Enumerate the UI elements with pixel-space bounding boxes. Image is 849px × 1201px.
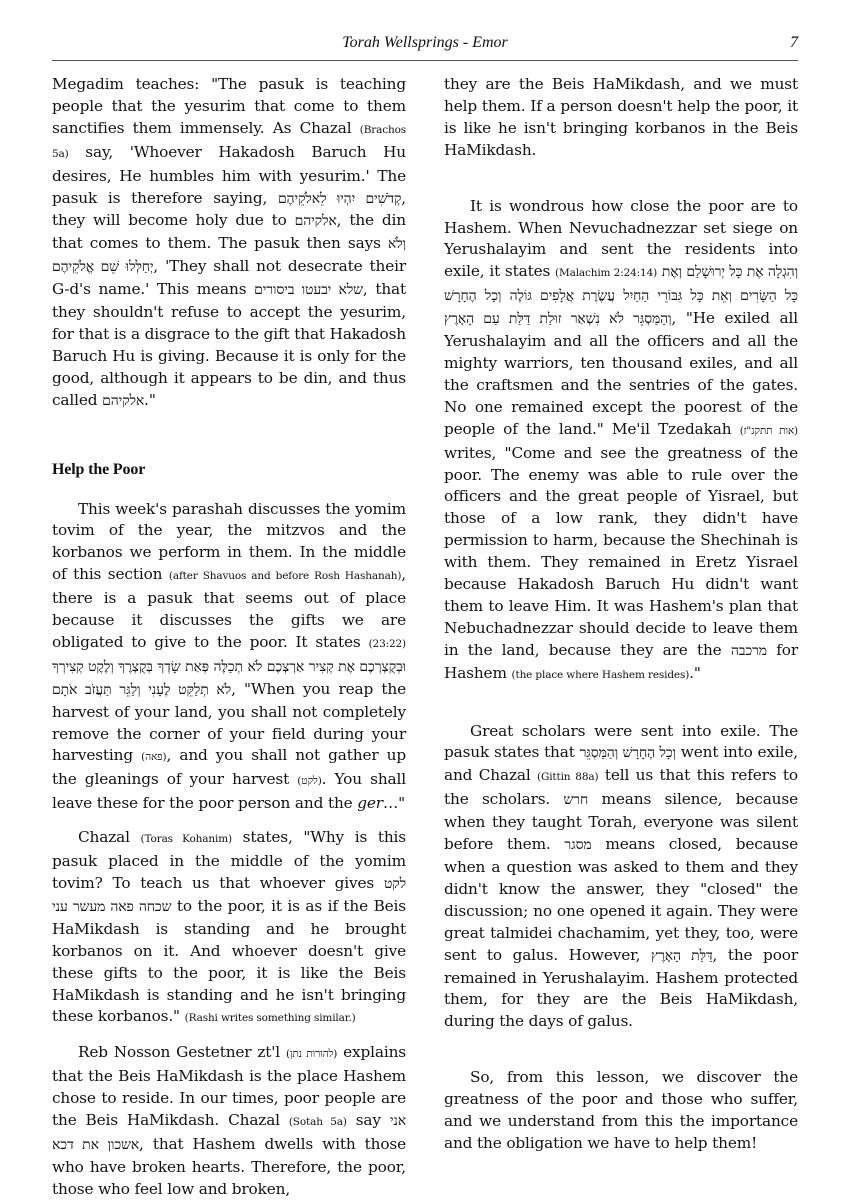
source-citation: (להורות נתן) [285,1048,338,1061]
hebrew-quote: שלא יבעטו ביסורים [254,282,363,299]
source-citation: (אות תתקנ"ז) [739,424,798,437]
source-citation: (לקט) [297,775,322,788]
source-citation: (Malachim 2:24:14) [555,267,658,280]
text: , "He exiled all Yerushalayim and all the officers and all the mighty warriors, ten thousand exiles, and all the craftsmen and the sentries of the gates. No one remained except the poorest of the people of the land." Me'il Tzedakah [444,309,798,438]
hebrew-quote: חרש [563,792,589,809]
source-citation: (23:22) [368,637,406,650]
italic-term: ger [357,794,383,813]
source-citation: (Rashi writes something similar.) [184,1012,356,1025]
running-title: Torah Wellsprings - Emor [342,34,508,51]
text: This week's parashah discusses the yomim tovim of the year, the mitzvos and the korbanos we perform in them. In the middle of this section [52,499,406,584]
hebrew-quote: וְהִגְלָה אֶת כָּל יְרוּשָׁלַם וְאֶת כָּל הַשָּׂרִים וְאֵת כָּל גִּבּוֹרֵי הַחַיִל עֲשֶׂרֶת אֲלָפִים גּוֹלֶה וְכָל הֶחָרָשׁ וְהַמַּסְגֵּר לֹא נִשְׁאַר זוּלַת דַּלַּת עַם הָאָרֶץ [444,264,798,328]
text: tell us that this refers to the scholars. [444,766,798,809]
paragraph-nevuchadnezzar [444,196,798,687]
source-citation: (Brachos 5a) [52,123,406,160]
hebrew-quote: וְלֹא יְחַלְּלוּ שֵׁם אֱלֹקֵיהֶם [52,236,406,276]
text: , the din that comes to them. The pasuk then says [52,211,406,253]
paragraph-megadim [52,74,406,413]
text: …" [382,794,406,813]
right-column [444,74,798,1155]
text: to the poor, it is as if the Beis HaMikdash is standing and he brought korbanos on it. And whoever doesn't give these gifts to the poor, it is like the Beis HaMikdash is standing and he isn't bringing these korbanos." [52,896,407,1026]
text: , the poor remained in Yerushalayim. Hashem protected them, for they are the Beis HaMikdash, during the days of galus. [444,945,798,1031]
hebrew-quote: אלקיהם [102,392,145,409]
text: , "When you reap the harvest of your land, you shall not completely remove the corner of your field during your harvesting [52,679,407,765]
hebrew-quote: דַּלַּת הָאָרֶץ [650,947,713,964]
text: , they will become holy due to [52,188,406,230]
left-column [52,74,406,1201]
source-citation: (Gittin 88a) [537,771,599,784]
text: means closed, because when a question was asked to them and they didn't know the answer, they "closed" the discussion; no one opened it again. They were great talmidei chachamim, yet they, too, were sent to galus. However, [444,835,798,964]
paragraph-conclusion [444,1067,798,1155]
text: explains that the Beis HaMikdash is the place Hashem chose to reside. In our times, poor people are the Beis HaMikdash. Chazal [52,1043,406,1130]
text: , and you shall not gather up the gleanings of your harvest [52,746,406,789]
hebrew-quote: מרכבה [730,642,767,659]
text: , that they shouldn't refuse to accept the yesurim, for that is a disgrace to the gift that Hakadosh Baruch Hu is giving. Because it is only for the good, although it appears to be din, and thus called [52,280,406,409]
source-citation: (Toras Kohanim) [140,833,232,846]
text: ." [144,390,156,409]
text: It is wondrous how close the poor are to Hashem. When Nevuchadnezzar set siege on Yerushalayim and sent the residents into exile, it states [444,196,798,281]
text: Reb Nosson Gestetner zt'l [78,1043,286,1062]
source-citation: (the place where Hashem resides) [511,668,690,681]
text: So, from this lesson, we discover the greatness of the poor and those who suffer, and we understand from this the importance and the obligation we have to help them! [444,1068,798,1152]
text: means silence, because when they taught Torah, everyone was silent before them. [444,790,798,854]
paragraph-scholars [444,721,798,1034]
text: , 'They shall not desecrate their G-d's name.' This means [52,257,406,299]
paragraph-parashah [52,499,406,816]
paragraph-gestetner [52,1042,406,1200]
text: states, "Why is this pasuk placed in the middle of the yomim tovim? To teach us that whoever gives [52,828,406,892]
text: Chazal [78,828,141,847]
text: for Hashem [444,640,798,682]
source-citation: (פאה) [141,751,167,764]
text: writes, "Come and see the greatness of the poor. The enemy was able to rule over the officers and the great people of Yisrael, but those of a low rank, they didn't have permission to harm, because the Shechinah is with them. They remained in Eretz Yisrael because Hakadosh Baruch Hu didn't want them to leave Him. It was Hashem's plan that Nebuchadnezzar should decide to leave them in the land, because they are the [444,443,798,659]
text: Great scholars were sent into exile. The pasuk states that [444,721,798,762]
text: they are the Beis HaMikdash, and we must help them. If a person doesn't help the poor, it is like he isn't bringing korbanos in the Beis HaMikdash. [444,75,798,159]
paragraph-continuation [444,74,798,162]
page-number: 7 [790,34,798,51]
text: say, 'Whoever Hakadosh Baruch Hu desires, He humbles him with yesurim.' The pasuk is therefore saying, [52,142,406,207]
source-citation: (after Shavuos and before Rosh Hashanah) [168,570,402,583]
hebrew-quote: אני אשכון את דכא [52,1113,407,1153]
hebrew-quote: וְכָל הֶחָרָשׁ וְהַמַּסְגֵּר [579,745,676,762]
text: , there is a pasuk that seems out of place because it discusses the gifts we are obligated to give to the poor. It states [52,565,406,651]
text: Megadim teaches: "The pasuk is teaching people that the yesurim that come to them sanctifies them immensely. As Chazal [52,75,406,137]
hebrew-quote: מסגר [564,837,592,854]
text: ." [689,663,701,682]
text: , that Hashem dwells with those who have broken hearts. Therefore, the poor, those who feel low and broken, [52,1134,407,1198]
text: say [346,1111,390,1130]
section-heading: Help the Poor [52,460,146,478]
hebrew-quote: קְדֹשִׁים יִהְיוּ לֵאלֹקֵיהֶם [277,190,402,207]
text: . You shall leave these for the poor person and the [52,770,407,813]
paragraph-toras-kohanim [52,827,406,1030]
source-citation: (Sotah 5a) [288,1116,347,1129]
running-header [52,30,798,61]
text: went into exile, and Chazal [444,743,798,785]
hebrew-quote: לקט שכחה פאה מעשר עני [52,876,406,915]
hebrew-quote: אלקיהם [294,213,337,230]
hebrew-quote: וּבְקֻצְרְכֶם אֶת קְצִיר אַרְצְכֶם לֹא תְכַלֶּה פְּאַת שָׂדְךָ בְּקֻצְרֶךָ וְלֶקֶט קְצִירְךָ לֹא תְלַקֵּט לֶעָנִי וְלַגֵּר תַּעֲזֹב אֹתָם [52,658,406,698]
